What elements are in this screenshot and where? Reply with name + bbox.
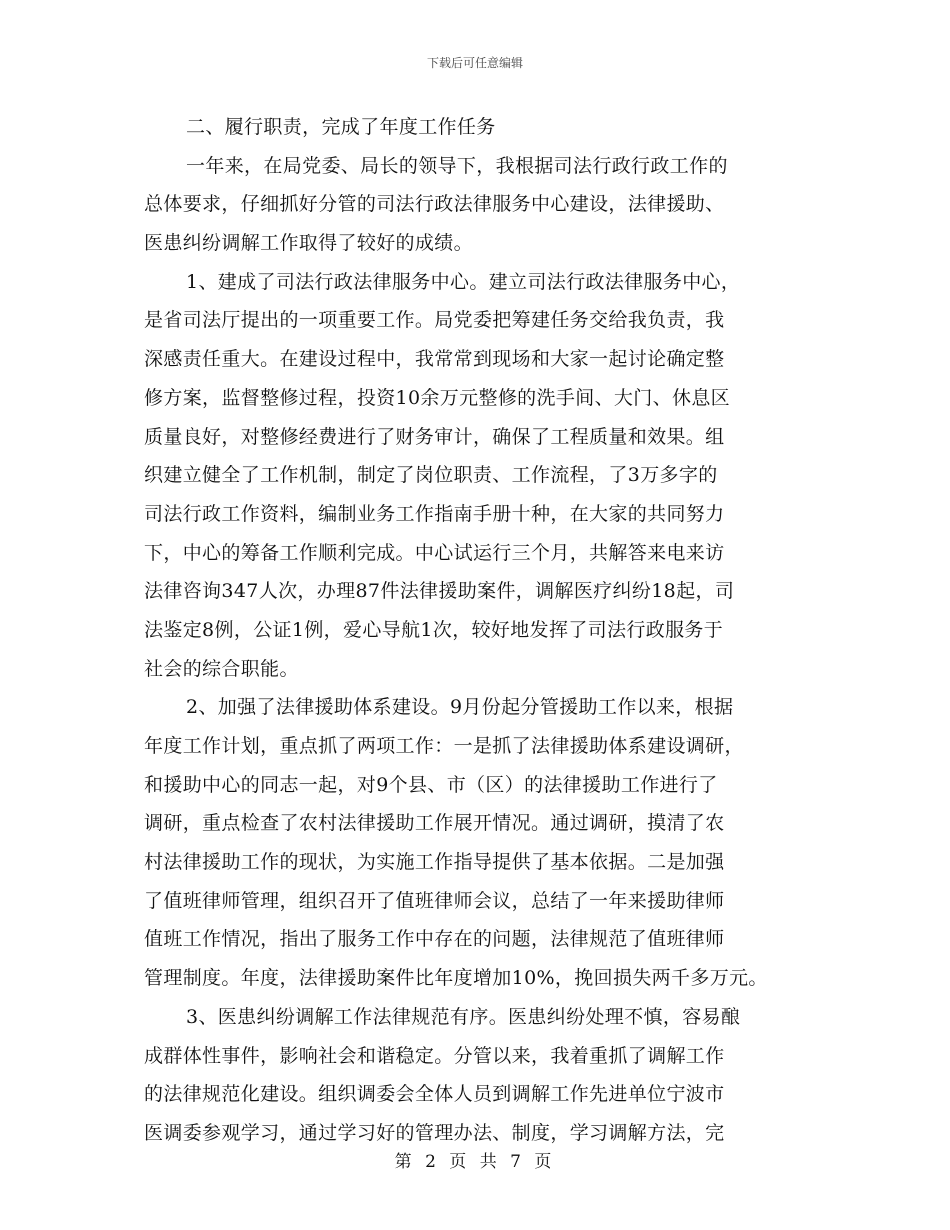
paragraph-line: 1、建成了司法行政法律服务中心。建立司法行政法律服务中心， — [186, 270, 741, 293]
paragraph-line: 管理制度。年度，法律援助案件比年度增加10%，挽回损失两千多万元。 — [144, 967, 768, 990]
paragraph-line: 和援助中心的同志一起，对9个县、市（区）的法律援助工作进行了 — [144, 773, 718, 796]
paragraph-line: 的法律规范化建设。组织调委会全体人员到调解工作先进单位宁波市 — [144, 1083, 725, 1106]
paragraph-line: 法律咨询347人次，办理87件法律援助案件，调解医疗纠纷18起，司 — [144, 580, 735, 603]
paragraph-line: 2、加强了法律援助体系建设。9月份起分管援助工作以来，根据 — [186, 696, 734, 719]
paragraph-line: 司法行政工作资料，编制业务工作指南手册十种，在大家的共同努力 — [144, 502, 725, 525]
paragraph-line: 总体要求，仔细抓好分管的司法行政法律服务中心建设，法律援助、 — [144, 193, 725, 216]
paragraph-line: 织建立健全了工作机制，制定了岗位职责、工作流程，了3万多字的 — [144, 464, 718, 487]
paragraph-line: 质量良好，对整修经费进行了财务审计，确保了工程质量和效果。组 — [144, 425, 725, 448]
document-body — [144, 108, 824, 1153]
paragraph-line: 调研，重点检查了农村法律援助工作展开情况。通过调研，摸清了农 — [144, 812, 725, 835]
page-number-footer: 第 2 页 共 7 页 — [394, 1152, 556, 1172]
paragraph-line: 深感责任重大。在建设过程中，我常常到现场和大家一起讨论确定整 — [144, 348, 725, 371]
paragraph-line: 社会的综合职能。 — [144, 657, 299, 680]
paragraph-line: 一年来，在局党委、局长的领导下，我根据司法行政行政工作的 — [186, 154, 728, 177]
page-header-note: 下载后可任意编辑 — [426, 56, 523, 70]
paragraph-line: 下，中心的筹备工作顺利完成。中心试运行三个月，共解答来电来访 — [144, 541, 725, 564]
paragraph-line: 值班工作情况，指出了服务工作中存在的问题，法律规范了值班律师 — [144, 928, 725, 951]
paragraph-line: 法鉴定8例，公证1例，爱心导航1次，较好地发挥了司法行政服务于 — [144, 618, 724, 641]
paragraph-line: 年度工作计划，重点抓了两项工作：一是抓了法律援助体系建设调研， — [144, 735, 744, 757]
section-heading: 二、履行职责，完成了年度工作任务 — [186, 116, 496, 138]
paragraph-line: 了值班律师管理，组织召开了值班律师会议，总结了一年来援助律师 — [144, 889, 725, 912]
paragraph-line: 3、医患纠纷调解工作法律规范有序。医患纠纷处理不慎，容易酿 — [186, 1005, 741, 1028]
paragraph-line: 成群体性事件，影响社会和谐稳定。分管以来，我着重抓了调解工作 — [144, 1044, 725, 1067]
paragraph-line: 医患纠纷调解工作取得了较好的成绩。 — [144, 232, 473, 255]
paragraph-line: 修方案，监督整修过程，投资10余万元整修的洗手间、大门、休息区 — [144, 386, 731, 409]
paragraph-line: 村法律援助工作的现状，为实施工作指导提供了基本依据。二是加强 — [144, 851, 725, 874]
paragraph-line: 是省司法厅提出的一项重要工作。局党委把筹建任务交给我负责，我 — [144, 309, 725, 332]
paragraph-line: 医调委参观学习，通过学习好的管理办法、制度，学习调解方法，完 — [144, 1121, 725, 1144]
